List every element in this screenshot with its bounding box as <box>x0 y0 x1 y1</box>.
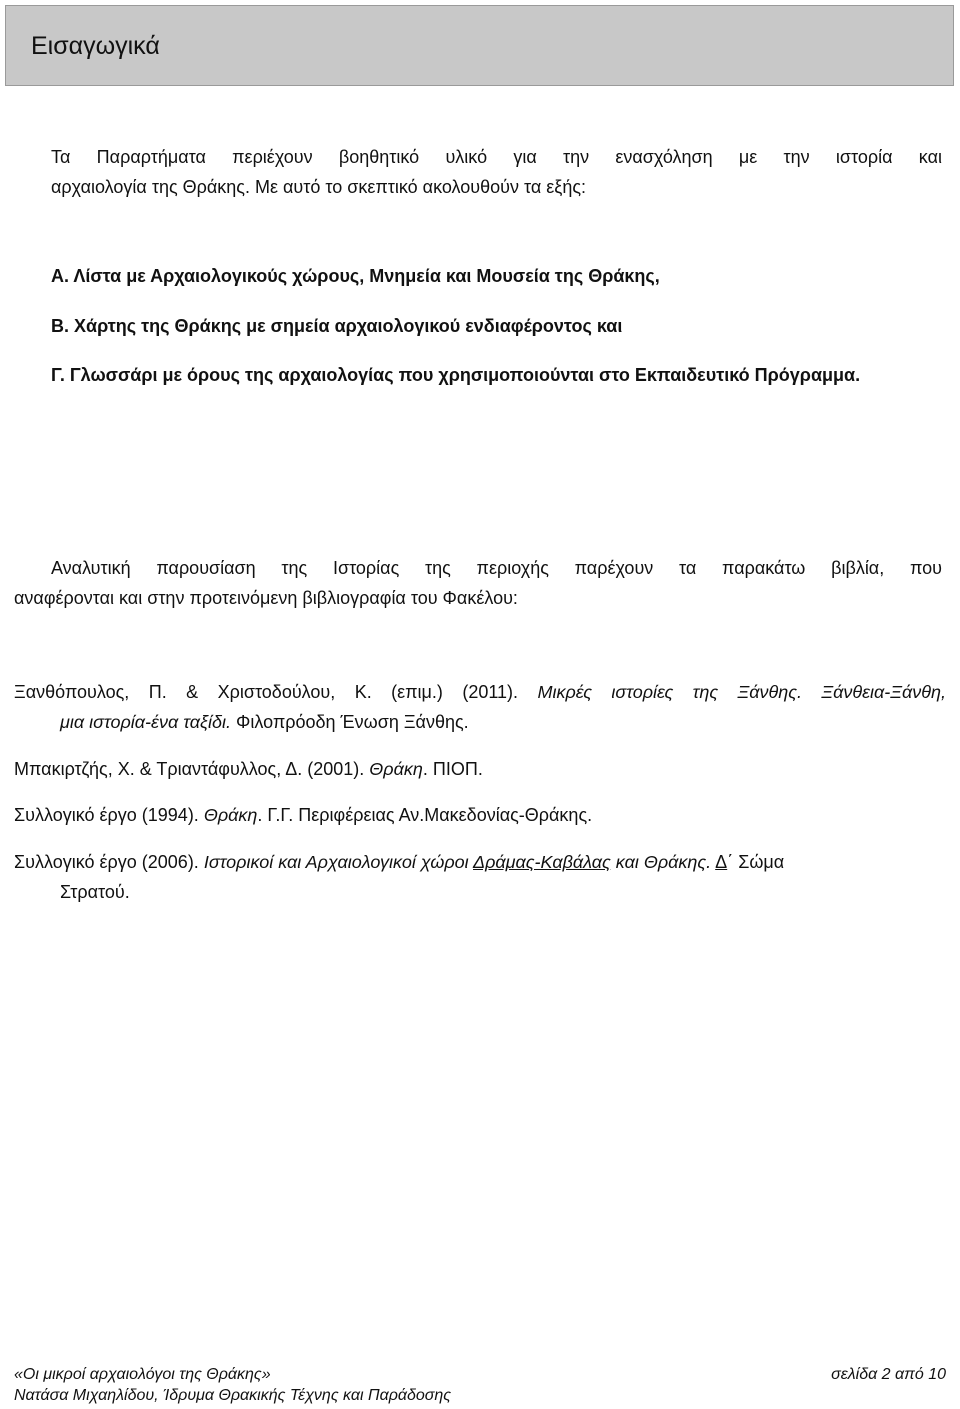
intro-paragraph <box>51 142 942 202</box>
reference-line <box>14 754 946 784</box>
reference-line: Στρατού. <box>60 882 130 902</box>
reference-publisher: . Γ.Γ. Περιφέρειας Αν.Μακεδονίας-Θράκης. <box>257 805 593 825</box>
reference-authors: Συλλογικό έργο (2006). <box>14 852 204 872</box>
analysis-paragraph <box>14 553 942 613</box>
reference-publisher: Φιλοπρόοδη Ένωση Ξάνθης. <box>231 712 469 732</box>
reference-line <box>14 800 946 830</box>
reference-authors: Μπακιρτζής, Χ. & Τριαντάφυλλος, Δ. (2001). <box>14 759 370 779</box>
reference-title: Θράκη <box>369 759 423 779</box>
page-title: Εισαγωγικά <box>31 32 160 60</box>
reference-title: Ιστορικοί και Αρχαιολογικοί χώροι <box>203 852 474 872</box>
list-item: Β. Χάρτης της Θράκης με σημεία αρχαιολογικού ενδιαφέροντος και <box>51 316 623 336</box>
reference-publisher: . ΠΙΟΠ. <box>422 759 483 779</box>
reference-item <box>14 847 946 907</box>
reference-item <box>14 800 946 830</box>
reference-title: Μικρές ιστορίες της Ξάνθης. Ξάνθεια-Ξάνθη, <box>537 682 946 702</box>
intro-line: Τα Παραρτήματα περιέχουν βοηθητικό υλικό για την ενασχόληση με την ιστορία και <box>51 147 942 167</box>
reference-title: Θράκη <box>203 805 258 825</box>
reference-item <box>14 754 946 784</box>
footer-page-number: σελίδα 2 από 10 <box>831 1366 946 1383</box>
list-item: Α. Λίστα με Αρχαιολογικούς χώρους, Μνημεία και Μουσεία της Θράκης, <box>51 266 660 286</box>
footer <box>14 1366 946 1384</box>
reference-line <box>14 847 946 877</box>
analysis-line: Αναλυτική παρουσίαση της Ιστορίας της περιοχής παρέχουν τα παρακάτω βιβλία, που <box>51 558 942 578</box>
reference-line <box>14 677 946 707</box>
footer-author: Νατάσα Μιχαηλίδου, Ίδρυμα Θρακικής Τέχνης και Παράδοσης <box>14 1387 452 1404</box>
intro-line: αρχαιολογία της Θράκης. Με αυτό το σκεπτικό ακολουθούν τα εξής: <box>51 177 587 197</box>
reference-authors: Ξανθόπουλος, Π. & Χριστοδούλου, Κ. (επιμ.) (2011). <box>14 682 538 702</box>
analysis-line: αναφέρονται και στην προτεινόμενη βιβλιογραφία του Φακέλου: <box>14 588 518 608</box>
list-item: Γ. Γλωσσάρι με όρους της αρχαιολογίας που χρησιμοποιούνται στο Εκπαιδευτικό Πρόγραμμα. <box>51 365 861 385</box>
reference-title-underlined: Δράμας-Καβάλας <box>473 852 611 872</box>
reference-publisher-underlined: Δ <box>715 852 728 872</box>
footer-program: «Οι μικροί αρχαιολόγοι της Θράκης» <box>14 1366 271 1383</box>
reference-line <box>14 707 946 737</box>
section-header <box>5 5 954 86</box>
reference-title: μια ιστορία-ένα ταξίδι. <box>60 712 231 732</box>
reference-publisher: ΄ Σώμα <box>727 852 785 872</box>
reference-title: και Θράκης. <box>610 852 712 872</box>
reference-authors: Συλλογικό έργο (1994). <box>14 805 204 825</box>
reference-item <box>14 677 946 737</box>
